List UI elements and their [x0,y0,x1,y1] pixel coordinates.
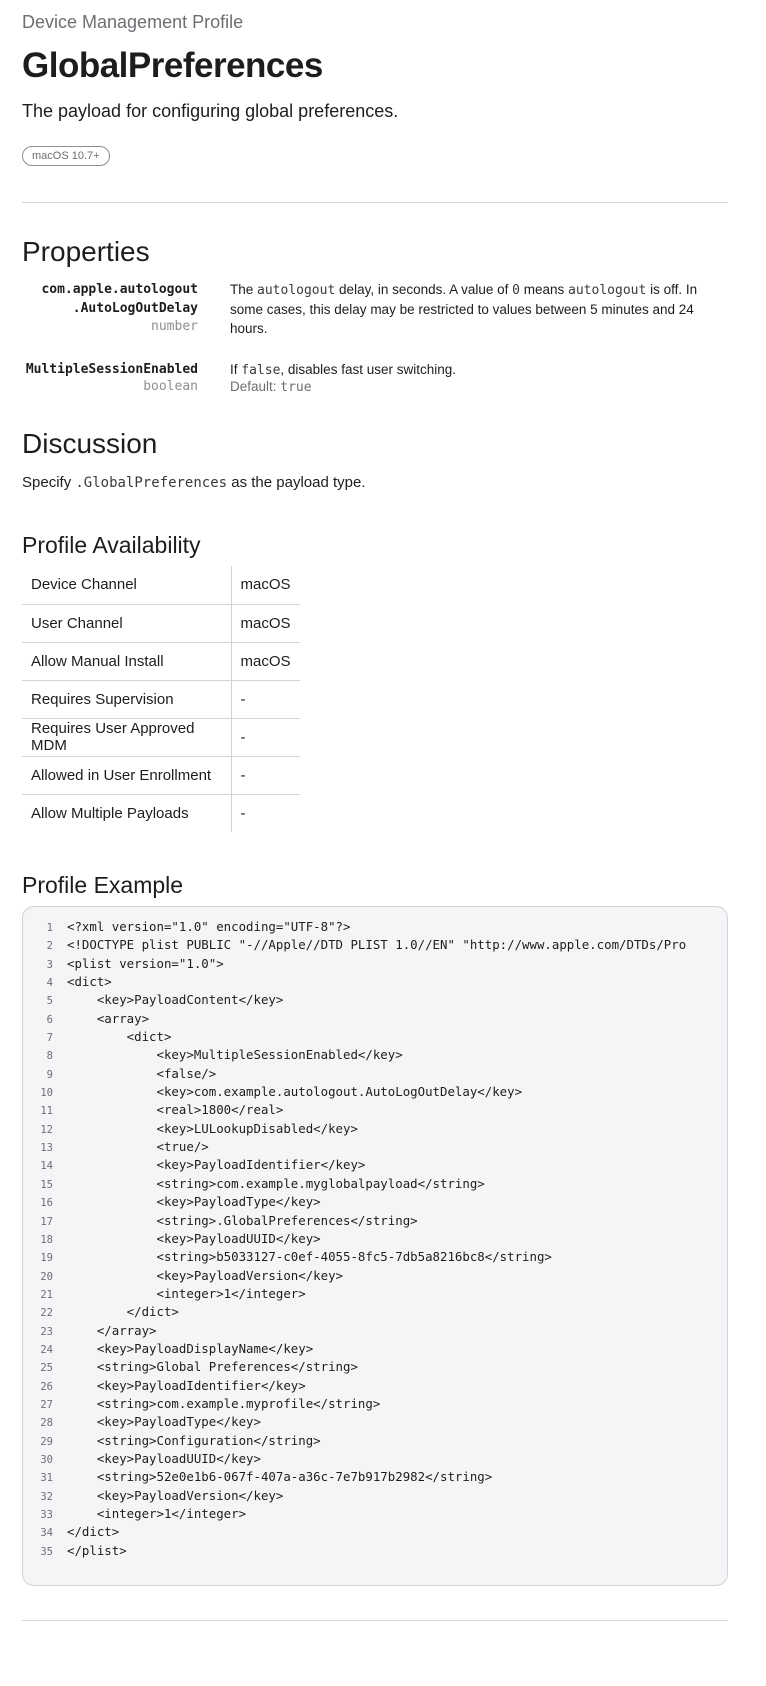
table-row [22,642,300,680]
code-line [23,1523,727,1541]
availability-key: Allowed in User Enrollment [22,756,231,794]
availability-key: User Channel [22,604,231,642]
inline-code: 0 [512,283,520,298]
code-line [23,936,727,954]
line-number: 6 [46,1013,53,1026]
line-number: 10 [40,1087,53,1100]
line-number: 29 [40,1435,53,1448]
line-number: 27 [40,1398,53,1411]
line-number: 9 [46,1068,53,1081]
code-line [23,1083,727,1101]
code-text: <dict> [67,974,112,990]
line-number: 15 [40,1178,53,1191]
code-text: <string>.GlobalPreferences</string> [67,1212,418,1228]
availability-key: Allow Multiple Payloads [22,794,231,832]
code-text: <!DOCTYPE plist PUBLIC "-//Apple//DTD PLIST 1.0//EN" "http://www.apple.com/DTDs/Pro [67,937,687,953]
property-description-multiplesession [230,360,728,380]
inline-code: .GlobalPreferences [75,475,228,491]
page-abstract: The payload for configuring global preferences. [22,101,399,121]
code-line [23,1101,727,1119]
description-text: , disables fast user switching. [280,362,456,377]
description-text: means [520,282,569,297]
line-number: 30 [40,1453,53,1466]
availability-value: - [231,680,300,718]
line-number: 21 [40,1288,53,1301]
code-line [23,1432,727,1450]
code-line [23,1028,727,1046]
line-number: 17 [40,1215,53,1228]
table-row [22,756,300,794]
code-listing[interactable] [22,906,728,1586]
code-line [23,1285,727,1303]
code-line [23,1377,727,1395]
code-line [23,1138,727,1156]
code-line [23,1120,727,1138]
description-text: is off. In some cases, this delay may be restricted to values between 5 minutes and 24 hours. [230,282,698,336]
code-line [23,1505,727,1523]
code-text: <string>b5033127-c0ef-4055-8fc5-7db5a8216bc8</string> [67,1249,552,1265]
code-line [23,1340,727,1358]
code-line [23,1322,727,1340]
code-line [23,1395,727,1413]
code-text: <key>PayloadIdentifier</key> [67,1377,306,1393]
code-line [23,1212,727,1230]
page-eyebrow: Device Management Profile [22,12,244,32]
availability-key: Device Channel [22,566,231,604]
inline-code: false [241,363,281,378]
inline-code: autologout [568,283,647,298]
line-number: 33 [40,1509,53,1521]
code-text: <key>PayloadVersion</key> [67,1267,344,1283]
code-line [23,955,727,973]
description-text: The [230,282,258,297]
property-name-line: .AutoLogOutDelay [72,301,198,316]
section-divider [22,202,728,203]
page-title: GlobalPreferences [22,46,323,85]
availability-table [22,566,300,832]
default-label: Default: [230,379,281,394]
line-number: 8 [46,1050,53,1063]
availability-value: macOS [231,642,300,680]
code-text: <integer>1</integer> [67,1285,306,1301]
availability-value: - [231,756,300,794]
code-text: <key>PayloadUUID</key> [67,1230,321,1246]
platform-badge: macOS 10.7+ [22,146,110,166]
property-name-multiplesession: MultipleSessionEnabled [25,362,198,377]
code-text: </dict> [67,1304,179,1320]
code-text: <string>Global Preferences</string> [67,1359,358,1375]
line-number: 4 [46,977,53,990]
code-text: <real>1800</real> [67,1102,284,1118]
code-line [23,1175,727,1193]
code-text: <key>PayloadUUID</key> [67,1450,261,1466]
line-number: 2 [46,940,53,953]
code-line [23,1010,727,1028]
code-text: <true/> [67,1139,209,1155]
code-text: </array> [67,1322,157,1338]
table-row [22,794,300,832]
property-description-autologout [230,280,728,338]
line-number: 1 [46,922,53,934]
code-text: <false/> [67,1065,217,1081]
line-number: 35 [40,1545,53,1558]
availability-value: - [240,804,246,822]
line-number: 12 [40,1123,53,1136]
line-number: 28 [40,1417,53,1430]
line-number: 32 [40,1490,53,1503]
code-line [23,1358,727,1376]
code-line [23,1193,727,1211]
line-number: 25 [40,1362,53,1375]
description-text: delay, in seconds. A value of [335,282,513,297]
properties-heading: Properties [22,236,150,267]
line-number: 7 [46,1032,53,1045]
availability-value: macOS [231,566,300,604]
code-text: <string>Configuration</string> [67,1432,321,1448]
code-line [23,1230,727,1248]
code-lines [23,918,727,1560]
code-text: <key>PayloadType</key> [67,1194,321,1210]
code-text: <array> [67,1010,150,1026]
code-line [23,1542,727,1560]
line-number: 31 [40,1472,53,1485]
code-line [23,973,727,991]
code-line [23,1468,727,1486]
line-number: 24 [40,1343,53,1356]
code-line [23,991,727,1009]
line-number: 5 [46,995,53,1008]
code-text: </plist> [67,1542,127,1558]
code-text: <key>com.example.autologout.AutoLogOutDelay</key> [67,1084,523,1100]
discussion-text [22,474,366,491]
code-line [23,1487,727,1505]
table-row [22,604,300,642]
line-number: 22 [40,1307,53,1320]
table-row [22,718,300,756]
line-number: 19 [40,1252,53,1265]
code-text: <key>PayloadContent</key> [67,992,284,1008]
line-number: 14 [40,1160,53,1173]
inline-code: autologout [257,283,336,298]
code-text: <key>PayloadType</key> [67,1414,261,1430]
code-text: <integer>1</integer> [67,1506,247,1521]
code-text: <string>52e0e1b6-067f-407a-a36c-7e7b917b2982</string> [67,1469,493,1485]
line-number: 18 [40,1233,53,1246]
property-type-multiplesession: boolean [143,379,198,394]
discussion-heading: Discussion [22,428,158,459]
code-line [23,1248,727,1266]
code-line [23,1303,727,1321]
code-line [23,1267,727,1285]
property-name-autologout [22,280,198,318]
discussion-text-after: as the payload type. [227,474,366,491]
code-text: <dict> [67,1029,172,1045]
line-number: 13 [40,1142,53,1155]
description-text: If [230,362,242,377]
footer-divider [22,1620,728,1621]
availability-heading: Profile Availability [22,532,201,558]
code-text: <string>com.example.myprofile</string> [67,1395,381,1411]
code-text: <key>MultipleSessionEnabled</key> [67,1047,403,1063]
code-line [23,1156,727,1174]
code-line [23,1413,727,1431]
table-row [22,680,300,718]
example-heading: Profile Example [22,872,184,898]
code-text: <plist version="1.0"> [67,955,224,971]
line-number: 23 [40,1325,53,1338]
property-type-autologout: number [151,319,198,334]
code-line [23,1065,727,1083]
code-text: <string>com.example.myglobalpayload</string> [67,1175,485,1191]
line-number: 16 [40,1197,53,1210]
code-text: <key>PayloadDisplayName</key> [67,1340,314,1356]
line-number: 3 [46,958,53,971]
code-line [23,918,727,936]
table-row [22,566,300,604]
code-text: <key>PayloadVersion</key> [67,1487,284,1503]
availability-key: Requires User Approved MDM [22,718,231,756]
availability-value: - [231,718,300,756]
line-number: 20 [40,1270,53,1283]
code-line [23,1450,727,1468]
code-text: </dict> [67,1524,120,1540]
line-number: 11 [40,1105,53,1118]
code-line [23,1046,727,1064]
availability-value: macOS [231,604,300,642]
line-number: 26 [40,1380,53,1393]
discussion-text-before: Specify [22,474,76,491]
availability-key: Requires Supervision [22,680,231,718]
property-name-line: com.apple.autologout [41,282,198,297]
property-default-multiplesession [230,379,312,395]
code-text: <?xml version="1.0" encoding="UTF-8"?> [67,919,351,934]
code-text: <key>PayloadIdentifier</key> [67,1157,366,1173]
code-text: <key>LULookupDisabled</key> [67,1120,358,1136]
availability-key: Allow Manual Install [22,642,231,680]
default-value: true [280,380,312,395]
line-number: 34 [40,1527,53,1540]
